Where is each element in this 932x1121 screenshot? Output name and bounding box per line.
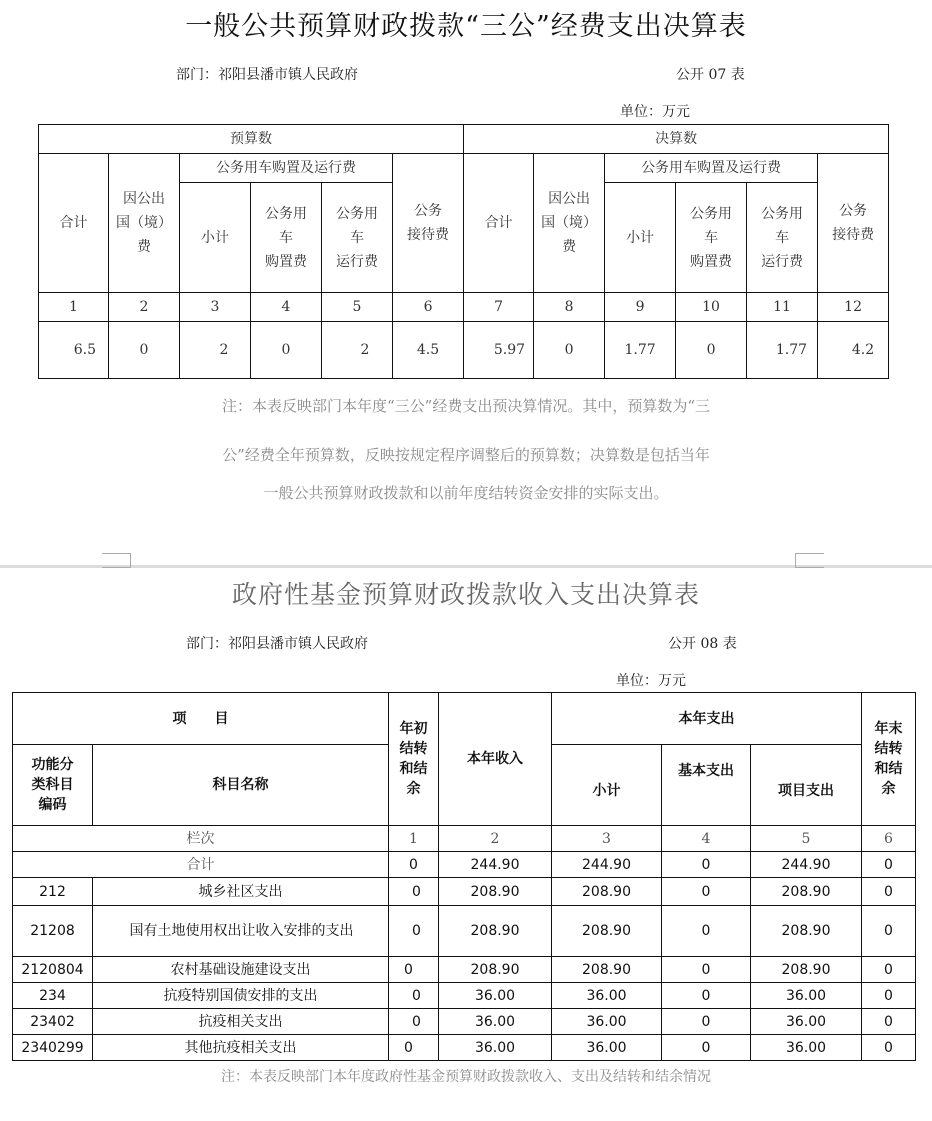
col-number: 10 bbox=[676, 293, 747, 322]
header-end-line4: 余 bbox=[881, 781, 896, 797]
col-number: 4 bbox=[251, 293, 322, 322]
header-car-run-line1: 公务用 bbox=[336, 205, 378, 222]
value-cell: 208.90 bbox=[751, 957, 862, 983]
value-cell: 36.00 bbox=[552, 983, 662, 1009]
page-break-divider bbox=[0, 565, 932, 568]
group-final: 决算数 bbox=[464, 125, 889, 154]
header-total: 合计 bbox=[39, 154, 109, 293]
header-total: 合计 bbox=[464, 154, 534, 293]
three-public-expenses-table bbox=[38, 124, 889, 379]
value-cell: 208.90 bbox=[439, 878, 552, 906]
header-abroad-line2: 国（境） bbox=[541, 215, 598, 231]
value-cell: 6.5 bbox=[39, 322, 109, 379]
header-car-buy-line2: 车 bbox=[704, 229, 719, 246]
header-reception bbox=[393, 154, 464, 293]
table2-note: 注：本表反映部门本年度政府性基金预算财政拨款收入、支出及结转和结余情况 bbox=[221, 1069, 711, 1085]
value-cell: 1.77 bbox=[747, 322, 818, 379]
value-cell: 0 bbox=[662, 983, 751, 1009]
value-cell: 0 bbox=[862, 957, 916, 983]
header-subtotal: 小计 bbox=[180, 183, 251, 293]
value-cell: 0 bbox=[862, 852, 916, 878]
government-fund-table bbox=[12, 692, 916, 1061]
header-abroad-line3: 费 bbox=[137, 239, 151, 255]
value-cell: 244.90 bbox=[439, 852, 552, 878]
header-reception-line1: 公务 bbox=[839, 203, 868, 219]
table-row bbox=[13, 1009, 916, 1035]
column-number-row bbox=[13, 826, 916, 852]
value-cell: 0 bbox=[389, 983, 439, 1009]
value-cell: 1.77 bbox=[605, 322, 676, 379]
table-row bbox=[13, 1035, 916, 1061]
col-number: 7 bbox=[464, 293, 534, 322]
table1-note-line3: 一般公共预算财政拨款和以前年度结转资金安排的实际支出。 bbox=[263, 484, 669, 502]
col-label: 栏次 bbox=[13, 826, 389, 852]
header-reception-line2: 接待费 bbox=[832, 227, 875, 243]
header-code-line2: 类科目 bbox=[31, 777, 74, 793]
value-cell: 0 bbox=[662, 906, 751, 957]
row-name: 抗疫相关支出 bbox=[93, 1009, 389, 1035]
value-cell: 0 bbox=[662, 878, 751, 906]
col-number: 3 bbox=[552, 826, 662, 852]
header-car-run-line3: 运行费 bbox=[761, 253, 804, 270]
header-abroad bbox=[534, 154, 605, 293]
table1-form-no: 公开 07 表 bbox=[676, 67, 745, 83]
value-cell: 208.90 bbox=[552, 957, 662, 983]
total-row bbox=[13, 852, 916, 878]
group-budget: 预算数 bbox=[39, 125, 464, 154]
col-number: 5 bbox=[751, 826, 862, 852]
row-name: 抗疫特别国债安排的支出 bbox=[93, 983, 389, 1009]
col-number: 12 bbox=[818, 293, 889, 322]
col-number: 5 bbox=[322, 293, 393, 322]
row-name: 城乡社区支出 bbox=[93, 878, 389, 906]
table-row bbox=[13, 957, 916, 983]
table2-department: 部门：祁阳县潘市镇人民政府 bbox=[186, 636, 368, 652]
header-car-group: 公务用车购置及运行费 bbox=[180, 154, 393, 183]
header-car-run bbox=[322, 183, 393, 293]
header-name: 科目名称 bbox=[93, 745, 389, 826]
table-row bbox=[13, 906, 916, 957]
value-cell: 0 bbox=[389, 878, 439, 906]
table1-department: 部门：祁阳县潘市镇人民政府 bbox=[176, 67, 358, 83]
row-name: 国有土地使用权出让收入安排的支出 bbox=[93, 906, 389, 957]
col-number: 2 bbox=[109, 293, 180, 322]
header-reception-line1: 公务 bbox=[414, 203, 443, 219]
row-name: 农村基础设施建设支出 bbox=[93, 957, 389, 983]
col-number: 6 bbox=[393, 293, 464, 322]
column-number-row bbox=[39, 293, 889, 322]
value-cell: 208.90 bbox=[439, 957, 552, 983]
value-cell: 0 bbox=[662, 957, 751, 983]
value-cell: 36.00 bbox=[439, 1035, 552, 1061]
row-code: 21208 bbox=[13, 906, 93, 957]
value-cell: 36.00 bbox=[751, 1035, 862, 1061]
value-cell: 0 bbox=[389, 906, 439, 957]
col-number: 8 bbox=[534, 293, 605, 322]
table2-unit: 单位：万元 bbox=[616, 673, 686, 689]
header-subtotal: 小计 bbox=[552, 745, 662, 826]
value-cell: 4.2 bbox=[818, 322, 889, 379]
value-cell: 0 bbox=[389, 1009, 439, 1035]
value-cell: 2 bbox=[180, 322, 251, 379]
header-abroad-line1: 因公出 bbox=[548, 191, 591, 207]
value-cell: 208.90 bbox=[552, 906, 662, 957]
header-abroad-line1: 因公出 bbox=[123, 191, 165, 207]
value-cell: 36.00 bbox=[439, 1009, 552, 1035]
row-code: 212 bbox=[13, 878, 93, 906]
value-cell: 0 bbox=[862, 1035, 916, 1061]
value-cell: 208.90 bbox=[751, 878, 862, 906]
value-cell: 0 bbox=[109, 322, 180, 379]
values-row bbox=[39, 322, 889, 379]
header-reception bbox=[818, 154, 889, 293]
col-number: 2 bbox=[439, 826, 552, 852]
table1-note-line2: 公”经费全年预算数，反映按规定程序调整后的预算数；决算数是包括当年 bbox=[222, 446, 710, 464]
header-car-run-line1: 公务用 bbox=[761, 205, 804, 222]
header-begin-line2: 结转 bbox=[399, 741, 428, 757]
header-end-line3: 和结 bbox=[874, 761, 903, 777]
header-car-buy-line2: 车 bbox=[279, 229, 293, 246]
col-number: 11 bbox=[747, 293, 818, 322]
header-code bbox=[13, 745, 93, 826]
value-cell: 0 bbox=[862, 906, 916, 957]
value-cell: 0 bbox=[662, 852, 751, 878]
header-abroad-line3: 费 bbox=[562, 239, 577, 255]
table2-title: 政府性基金预算财政拨款收入支出决算表 bbox=[231, 580, 700, 609]
row-code: 2340299 bbox=[13, 1035, 93, 1061]
value-cell: 0 bbox=[389, 957, 439, 983]
col-number: 9 bbox=[605, 293, 676, 322]
value-cell: 0 bbox=[251, 322, 322, 379]
header-car-buy-line1: 公务用 bbox=[690, 205, 733, 222]
table1-title: 一般公共预算财政拨款“三公”经费支出决算表 bbox=[185, 11, 747, 42]
value-cell: 208.90 bbox=[439, 906, 552, 957]
header-code-line1: 功能分 bbox=[31, 757, 74, 773]
row-code: 23402 bbox=[13, 1009, 93, 1035]
value-cell: 208.90 bbox=[552, 878, 662, 906]
table1-unit: 单位：万元 bbox=[620, 104, 690, 120]
value-cell: 36.00 bbox=[751, 983, 862, 1009]
page-corner-mark-right bbox=[795, 553, 824, 568]
row-name: 其他抗疫相关支出 bbox=[93, 1035, 389, 1061]
header-item: 项 目 bbox=[13, 693, 389, 745]
header-basic: 基本支出 bbox=[662, 745, 751, 826]
header-expense-group: 本年支出 bbox=[552, 693, 862, 745]
value-cell: 244.90 bbox=[552, 852, 662, 878]
col-number: 1 bbox=[389, 826, 439, 852]
col-number: 4 bbox=[662, 826, 751, 852]
header-car-run-line2: 车 bbox=[775, 229, 790, 246]
header-car-buy bbox=[676, 183, 747, 293]
header-begin-line1: 年初 bbox=[399, 721, 428, 737]
header-car-run bbox=[747, 183, 818, 293]
value-cell: 0 bbox=[389, 1035, 439, 1061]
value-cell: 0 bbox=[676, 322, 747, 379]
table2-form-no: 公开 08 表 bbox=[668, 636, 737, 652]
value-cell: 0 bbox=[662, 1009, 751, 1035]
header-car-buy-line3: 购置费 bbox=[265, 253, 307, 270]
col-number: 1 bbox=[39, 293, 109, 322]
table-row bbox=[13, 878, 916, 906]
page-corner-mark-left bbox=[102, 553, 131, 568]
value-cell: 36.00 bbox=[439, 983, 552, 1009]
row-code: 2120804 bbox=[13, 957, 93, 983]
col-number: 3 bbox=[180, 293, 251, 322]
header-reception-line2: 接待费 bbox=[407, 227, 450, 243]
header-end-balance bbox=[862, 693, 916, 826]
header-car-group: 公务用车购置及运行费 bbox=[605, 154, 818, 183]
value-cell: 0 bbox=[862, 878, 916, 906]
total-label: 合计 bbox=[13, 852, 389, 878]
value-cell: 244.90 bbox=[751, 852, 862, 878]
value-cell: 0 bbox=[534, 322, 605, 379]
value-cell: 36.00 bbox=[751, 1009, 862, 1035]
value-cell: 36.00 bbox=[552, 1035, 662, 1061]
value-cell: 0 bbox=[862, 983, 916, 1009]
value-cell: 36.00 bbox=[552, 1009, 662, 1035]
header-car-run-line3: 运行费 bbox=[336, 253, 378, 270]
header-project: 项目支出 bbox=[751, 745, 862, 826]
value-cell: 0 bbox=[389, 852, 439, 878]
header-income: 本年收入 bbox=[439, 693, 552, 826]
header-car-run-line2: 车 bbox=[350, 229, 364, 246]
table-row bbox=[13, 983, 916, 1009]
header-abroad bbox=[109, 154, 180, 293]
header-car-buy bbox=[251, 183, 322, 293]
value-cell: 0 bbox=[662, 1035, 751, 1061]
col-number: 6 bbox=[862, 826, 916, 852]
header-abroad-line2: 国（境） bbox=[116, 215, 172, 231]
value-cell: 0 bbox=[862, 1009, 916, 1035]
header-begin-balance bbox=[389, 693, 439, 826]
header-car-buy-line3: 购置费 bbox=[690, 253, 733, 270]
header-begin-line4: 余 bbox=[406, 781, 421, 797]
row-code: 234 bbox=[13, 983, 93, 1009]
header-subtotal: 小计 bbox=[605, 183, 676, 293]
header-code-line3: 编码 bbox=[38, 797, 67, 813]
table1-note-line1: 注：本表反映部门本年度“三公”经费支出预决算情况。其中，预算数为“三 bbox=[221, 397, 710, 415]
header-car-buy-line1: 公务用 bbox=[265, 205, 307, 222]
header-begin-line3: 和结 bbox=[399, 761, 428, 777]
header-end-line2: 结转 bbox=[874, 741, 903, 757]
value-cell: 208.90 bbox=[751, 906, 862, 957]
value-cell: 5.97 bbox=[464, 322, 534, 379]
value-cell: 4.5 bbox=[393, 322, 464, 379]
value-cell: 2 bbox=[322, 322, 393, 379]
header-end-line1: 年末 bbox=[874, 721, 903, 737]
